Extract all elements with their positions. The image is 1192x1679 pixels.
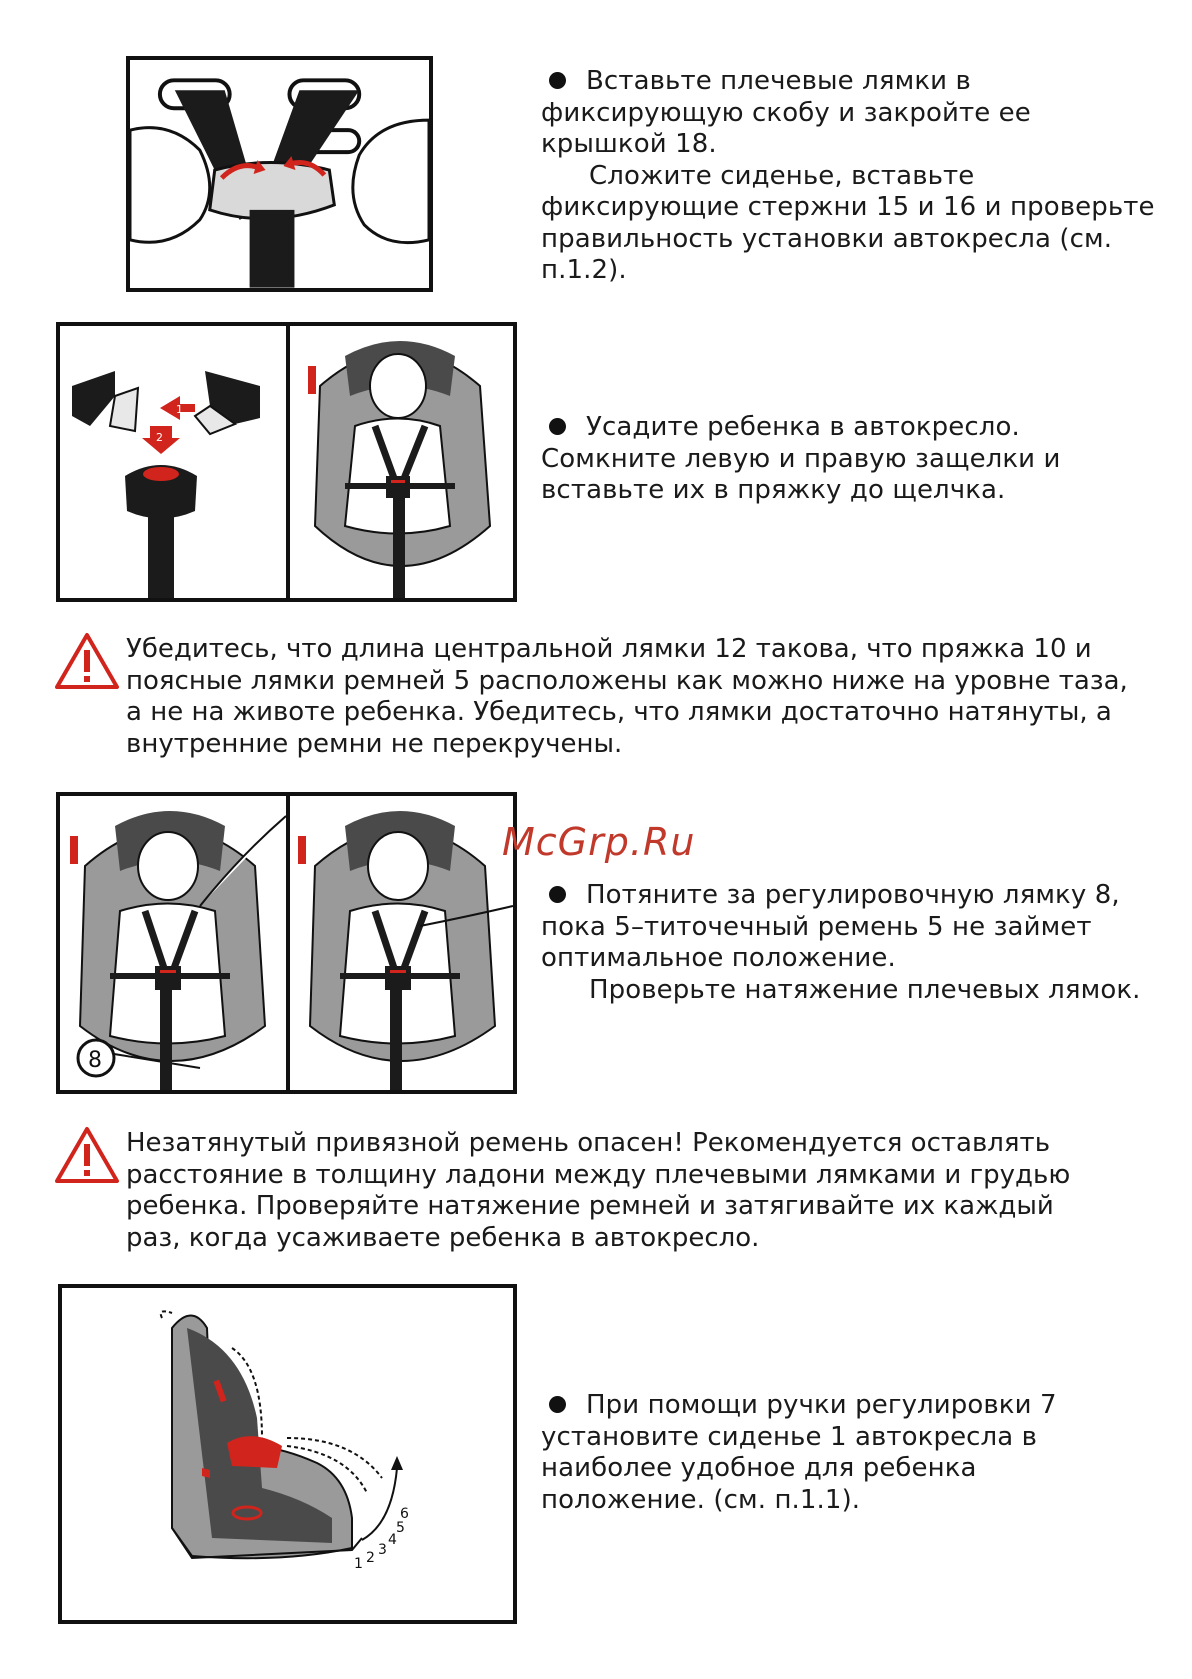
section-3-indent-text: Проверьте натяжение плечевых лямок. bbox=[589, 974, 1141, 1005]
section-1-bullet-text: Вставьте плечевые лямки в фиксирующую скобу и закройте ее крышкой 18. bbox=[541, 66, 1031, 159]
position-3: 3 bbox=[378, 1542, 387, 1558]
position-6: 6 bbox=[400, 1506, 409, 1522]
label-step-1: 1 bbox=[176, 403, 183, 416]
illustration-pull-strap bbox=[56, 792, 290, 1094]
illustration-strap-clip bbox=[126, 56, 433, 292]
strap-clip-drawing bbox=[130, 60, 429, 288]
section-3-bullet-text: Потяните за регулировочную лямку 8, пока 5–титочечный ремень 5 не займет оптимальное положение. bbox=[541, 880, 1120, 973]
section-4-bullet-text: При помощи ручки регулировки 7 установите сиденье 1 автокресла в наиболее удобное для ребенка положение. (см. п.1.1). bbox=[541, 1390, 1057, 1515]
warning-2-text: Незатянутый привязной ремень опасен! Рекомендуется оставлять расстояние в толщину ладони между плечевыми лямками и грудью ребенка. Проверяйте натяжение ремней и затягивайте их каждый раз, когда усаживаете ребенка в автокресло. bbox=[126, 1128, 1071, 1253]
warning-icon bbox=[54, 1126, 120, 1184]
position-2: 2 bbox=[366, 1550, 375, 1566]
check-tension-drawing bbox=[290, 796, 513, 1090]
section-1-indent-text: Сложите сиденье, вставьте фиксирующие стержни 15 и 16 и проверьте правильность установки автокресла (см. п.1.2). bbox=[541, 160, 1155, 285]
bullet-icon bbox=[549, 418, 566, 435]
section-1-text bbox=[541, 66, 1161, 287]
section-2-text bbox=[541, 412, 1081, 507]
illustration-recline-positions bbox=[58, 1284, 517, 1624]
label-adjust-strap-8: 8 bbox=[88, 1048, 102, 1073]
label-step-2: 2 bbox=[156, 431, 163, 444]
bullet-icon bbox=[549, 72, 566, 89]
position-1: 1 bbox=[354, 1556, 363, 1572]
position-4: 4 bbox=[388, 1532, 397, 1548]
illustration-buckle-latch bbox=[56, 322, 290, 602]
warning-icon bbox=[54, 632, 120, 690]
illustration-child-seated bbox=[286, 322, 517, 602]
position-5: 5 bbox=[396, 1520, 405, 1536]
child-seated-drawing bbox=[290, 326, 513, 598]
bullet-icon bbox=[549, 1396, 566, 1413]
section-2-bullet-text: Усадите ребенка в автокресло. Сомкните левую и правую защелки и вставьте их в пряжку до щелчка. bbox=[541, 412, 1061, 505]
warning-1-text: Убедитесь, что длина центральной лямки 12 такова, что пряжка 10 и поясные лямки ремней 5 расположены как можно ниже на уровне таза, а не на животе ребенка. Убедитесь, что лямки достаточно натянуты, а внутренние ремни не перекручены. bbox=[126, 634, 1128, 759]
section-4-text bbox=[541, 1390, 1141, 1516]
pull-strap-drawing bbox=[60, 796, 286, 1090]
buckle-latch-drawing bbox=[60, 326, 286, 598]
watermark: McGrp.Ru bbox=[502, 820, 696, 864]
recline-positions-drawing bbox=[62, 1288, 513, 1620]
section-3-text bbox=[541, 880, 1141, 1006]
bullet-icon bbox=[549, 886, 566, 903]
illustration-check-tension bbox=[286, 792, 517, 1094]
